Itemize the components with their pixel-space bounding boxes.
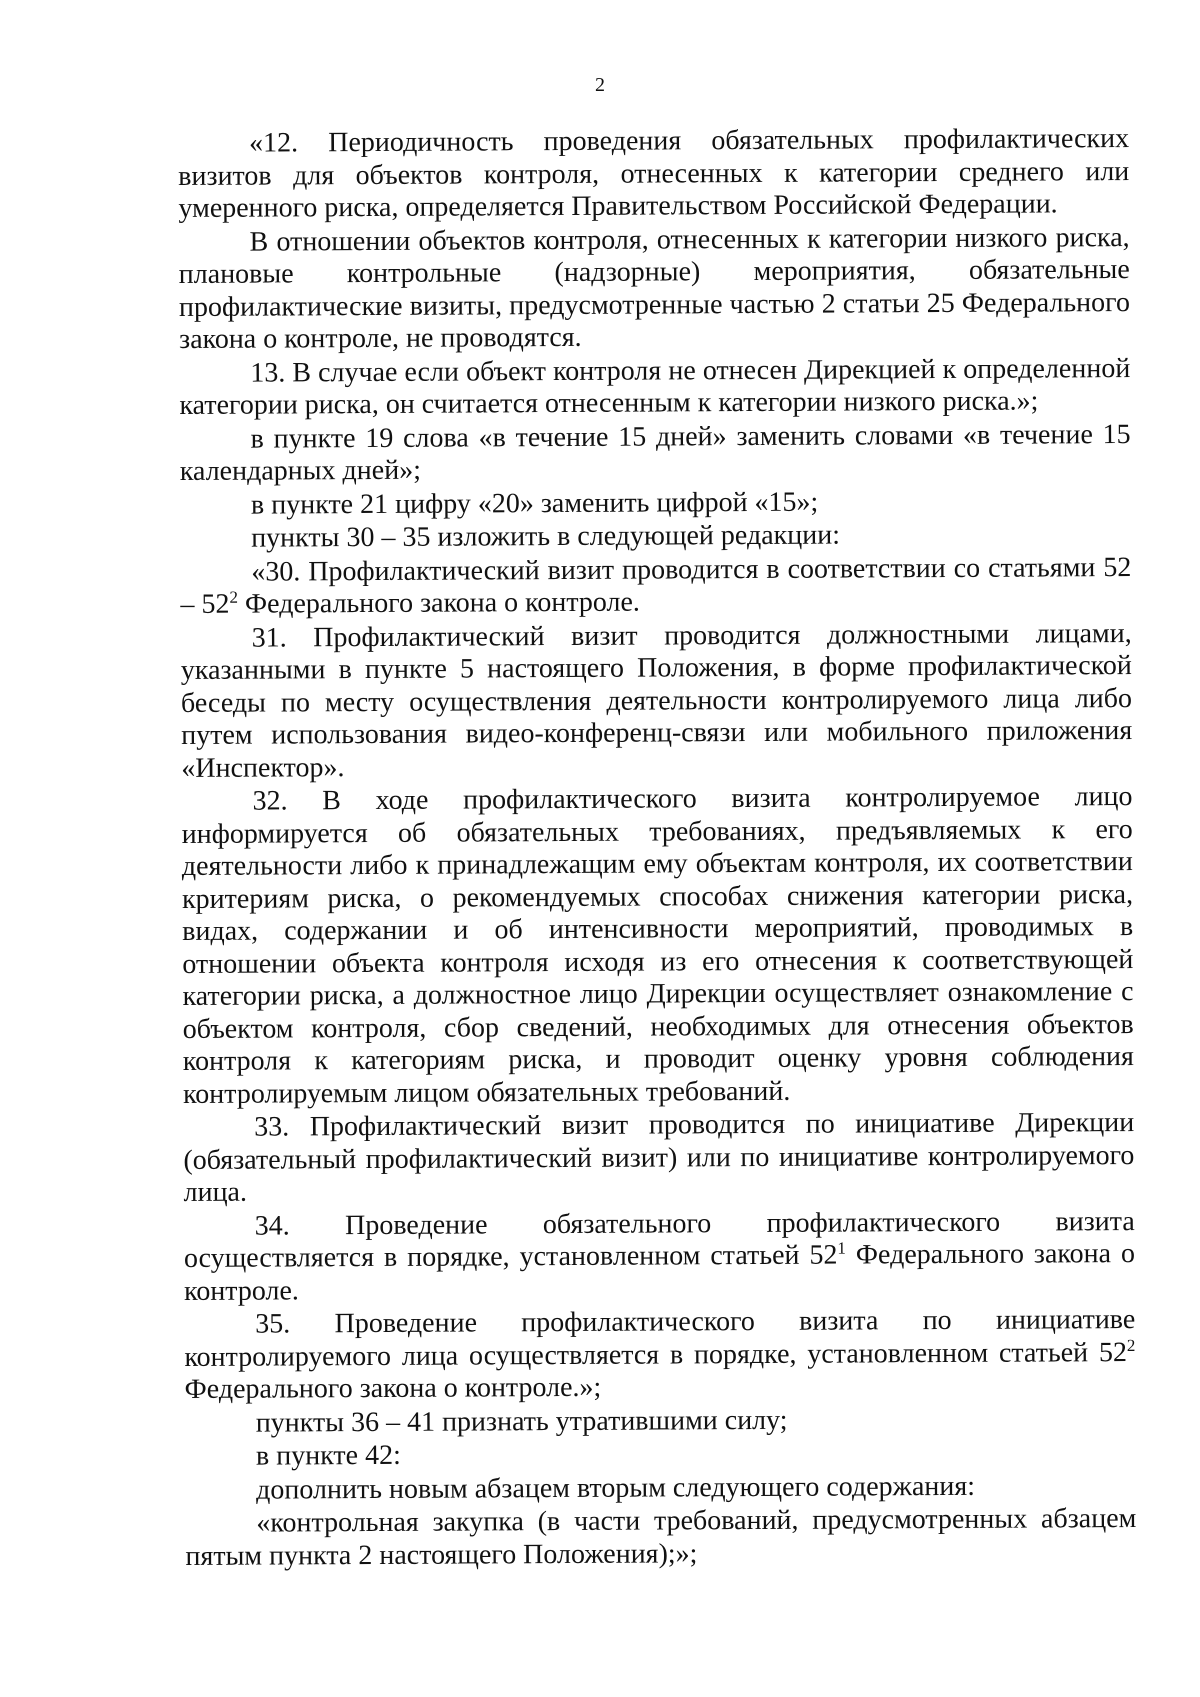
paragraph-34: 34. Проведение обязательного профилактического визита осуществляется в порядке, установленном статьей $52^1$ Федерального закона о контроле.: [183, 1205, 1135, 1307]
paragraph-12-second: В отношении объектов контроля, отнесенных к категории низкого риска, плановые контрольные (надзорные) мероприятия, обязательные профилактические визиты, предусмотренные частью 2 статьи 25 Федерального закона о контроле, не проводятся.: [178, 221, 1131, 355]
amendment-point-21: в пункте 21 цифру «20» заменить цифрой «15»;: [250, 486, 819, 521]
paragraph-33: 33. Профилактический визит проводится по инициативе Дирекции (обязательный профилактический визит) или по инициативе контролируемого лица.: [183, 1107, 1135, 1208]
paragraph-30: «30. Профилактический визит проводится в соответствии со статьями $52 - 52^2$ Федерального закона о контроле.: [180, 551, 1132, 620]
paragraph-32: 32. В ходе профилактического визита контролируемое лицо информируется об обязательных требованиях, предъявляемых к его деятельности либо к принадлежащим ему объектам контроля, их соответствии критериям риска, о рекомендуемых способах снижения категории риска, видах, содержании и об интенсивности мероприятий, проводимых в отношении объекта контроля исходя из его отнесения к соответствующей категории риска, а должностное лицо Дирекции осуществляет ознакомление с объектом контроля, сбор сведений, необходимых для отнесения объектов контроля к категориям риска, и проводит оценку уровня соблюдения контролируемым лицом обязательных требований.: [181, 781, 1134, 1110]
superscript: 2: [1126, 1335, 1136, 1355]
amendment-points-30-35: пункты 30 – 35 изложить в следующей редакции:: [251, 519, 841, 554]
paragraph-12: «12. Периодичность проведения обязательных профилактических визитов для объектов контроля, отнесенных к категории среднего или умеренного риска, определяется Правительством Российской Федерации.: [178, 123, 1130, 224]
amendment-point-42-text: «контрольная закупка (в части требований, предусмотренных абзацем пятым пункта 2 настоящего Положения);»;: [185, 1503, 1137, 1572]
paragraph-31: 31. Профилактический визит проводится должностными лицами, указанными в пункте 5 настоящего Положения, в форме профилактической беседы по месту осуществления деятельности контролируемого лица либо путем использования видео-конференц-связи или мобильного приложения «Инспектор».: [180, 617, 1133, 784]
amendment-point-42-add: дополнить новым абзацем вторым следующего содержания:: [256, 1470, 976, 1506]
document-body: [178, 123, 1137, 1573]
amendment-point-19: в пункте 19 слова «в течение 15 дней» заменить словами «в течение 15 календарных дней»;: [179, 418, 1131, 487]
amendment-points-36-41: пункты 36 – 41 признать утратившими силу;: [255, 1404, 788, 1439]
paragraph-35: 35. Проведение профилактического визита по инициативе контролируемого лица осуществляется в порядке, установленном статьей $52^2$ Федерального закона о контроле.»;: [184, 1304, 1136, 1405]
page-number: 2: [595, 74, 605, 96]
superscript: 2: [229, 587, 239, 607]
amendment-point-42: в пункте 42:: [255, 1439, 401, 1472]
superscript: 1: [837, 1238, 846, 1258]
paragraph-13: 13. В случае если объект контроля не отнесен Дирекцией к определенной категории риска, он считается отнесенным к категории низкого риска.»;: [179, 352, 1131, 421]
